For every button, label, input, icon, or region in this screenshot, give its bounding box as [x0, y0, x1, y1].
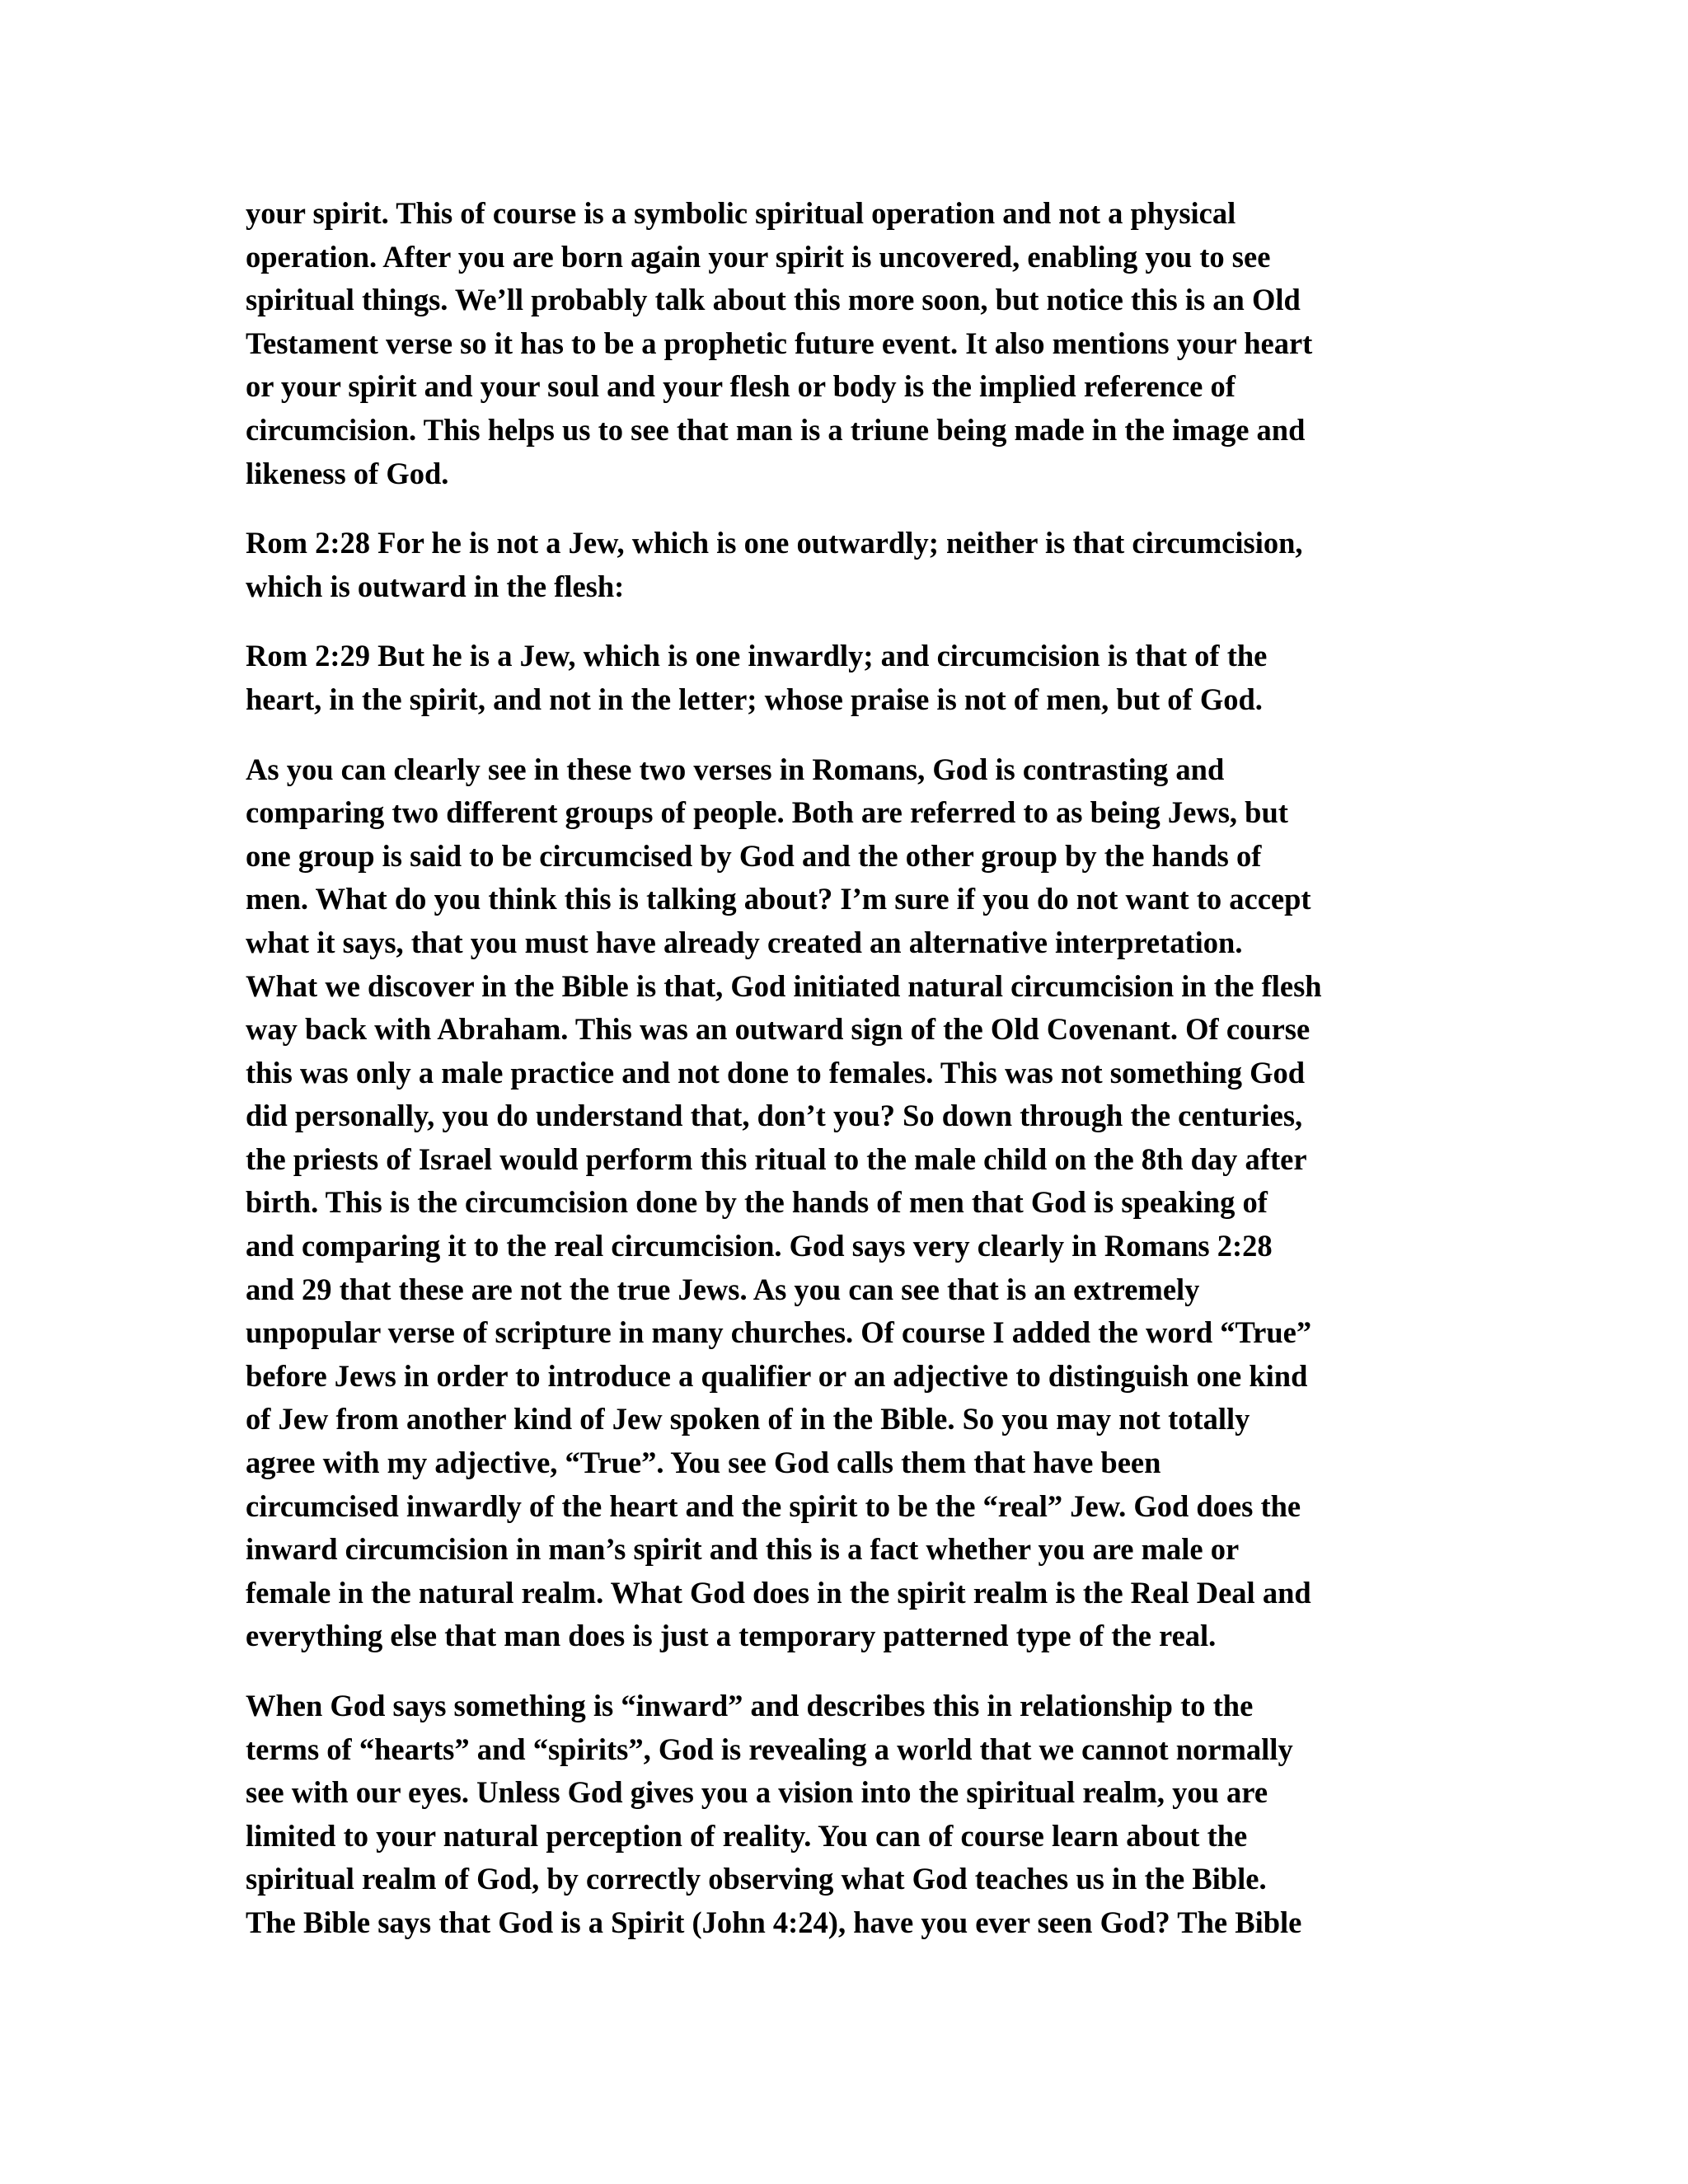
text-line: unpopular verse of scripture in many churches. Of course I added the word “True” — [246, 1315, 1312, 1350]
text-line: and 29 that these are not the true Jews. As you can see that is an extremely — [246, 1272, 1200, 1306]
text-line: limited to your natural perception of reality. You can of course learn about the — [246, 1818, 1248, 1853]
text-line: Rom 2:29 But he is a Jew, which is one inwardly; and circumcision is that of the — [246, 639, 1268, 673]
text-line: way back with Abraham. This was an outward sign of the Old Covenant. Of course — [246, 1012, 1311, 1047]
text-line: did personally, you do understand that, don’t you? So down through the centuries, — [246, 1099, 1303, 1133]
paragraph-spacer — [246, 495, 1465, 522]
paragraph-spacer — [246, 722, 1465, 748]
text-line: The Bible says that God is a Spirit (John 4:24), have you ever seen God? The Bible — [246, 1905, 1302, 1939]
verse-paragraph — [246, 635, 1465, 721]
text-line: see with our eyes. Unless God gives you a vision into the spiritual realm, you are — [246, 1775, 1268, 1810]
text-line: of Jew from another kind of Jew spoken of in the Bible. So you may not totally — [246, 1402, 1250, 1436]
text-line: one group is said to be circumcised by God and the other group by the hands of — [246, 838, 1262, 873]
text-line: which is outward in the flesh: — [246, 569, 625, 603]
text-line: inward circumcision in man’s spirit and this is a fact whether you are male or — [246, 1532, 1240, 1567]
text-line: circumcision. This helps us to see that man is a triune being made in the image and — [246, 412, 1306, 447]
text-line: this was only a male practice and not done to females. This was not something God — [246, 1055, 1306, 1090]
text-line: what it says, that you must have already created an alternative interpretation. — [246, 925, 1243, 959]
text-line: Testament verse so it has to be a prophetic future event. It also mentions your heart — [246, 326, 1313, 360]
text-line: your spirit. This of course is a symbolic spiritual operation and not a physical — [246, 196, 1236, 230]
text-line: the priests of Israel would perform this ritual to the male child on the 8th day after — [246, 1141, 1307, 1176]
text-line: before Jews in order to introduce a qualifier or an adjective to distinguish one kind — [246, 1358, 1308, 1393]
text-line: terms of “hearts” and “spirits”, God is revealing a world that we cannot normally — [246, 1732, 1293, 1766]
text-line: When God says something is “inward” and describes this in relationship to the — [246, 1689, 1254, 1722]
text-line: What we discover in the Bible is that, God initiated natural circumcision in the flesh — [246, 968, 1322, 1003]
text-line: likeness of God. — [246, 456, 449, 490]
text-line: operation. After you are born again your spirit is uncovered, enabling you to see — [246, 239, 1271, 274]
verse-paragraph — [246, 522, 1465, 608]
text-line: As you can clearly see in these two verses in Romans, God is contrasting and — [246, 752, 1225, 786]
paragraph — [246, 748, 1465, 1658]
text-line: and comparing it to the real circumcision. God says very clearly in Romans 2:28 — [246, 1229, 1273, 1263]
text-line: spiritual things. We’ll probably talk about this more soon, but notice this is an Old — [246, 283, 1301, 317]
paragraph — [246, 192, 1465, 495]
text-line: comparing two different groups of people. Both are referred to as being Jews, but — [246, 795, 1288, 830]
text-line: or your spirit and your soul and your flesh or body is the implied reference of — [246, 369, 1236, 404]
paragraph-spacer — [246, 608, 1465, 635]
text-line: everything else that man does is just a temporary patterned type of the real. — [246, 1619, 1217, 1653]
text-line: Rom 2:28 For he is not a Jew, which is one outwardly; neither is that circumcision, — [246, 526, 1303, 560]
body-text — [246, 192, 1465, 1945]
paragraph — [246, 1685, 1465, 1945]
text-line: heart, in the spirit, and not in the letter; whose praise is not of men, but of God. — [246, 682, 1263, 716]
text-line: birth. This is the circumcision done by the hands of men that God is speaking of — [246, 1185, 1268, 1220]
text-line: agree with my adjective, “True”. You see God calls them that have been — [246, 1446, 1161, 1480]
paragraph-spacer — [246, 1658, 1465, 1685]
text-line: men. What do you think this is talking about? I’m sure if you do not want to accept — [246, 882, 1311, 916]
text-line: female in the natural realm. What God does in the spirit realm is the Real Deal and — [246, 1575, 1311, 1610]
text-line: spiritual realm of God, by correctly observing what God teaches us in the Bible. — [246, 1862, 1267, 1896]
text-line: circumcised inwardly of the heart and the spirit to be the “real” Jew. God does the — [246, 1488, 1301, 1523]
